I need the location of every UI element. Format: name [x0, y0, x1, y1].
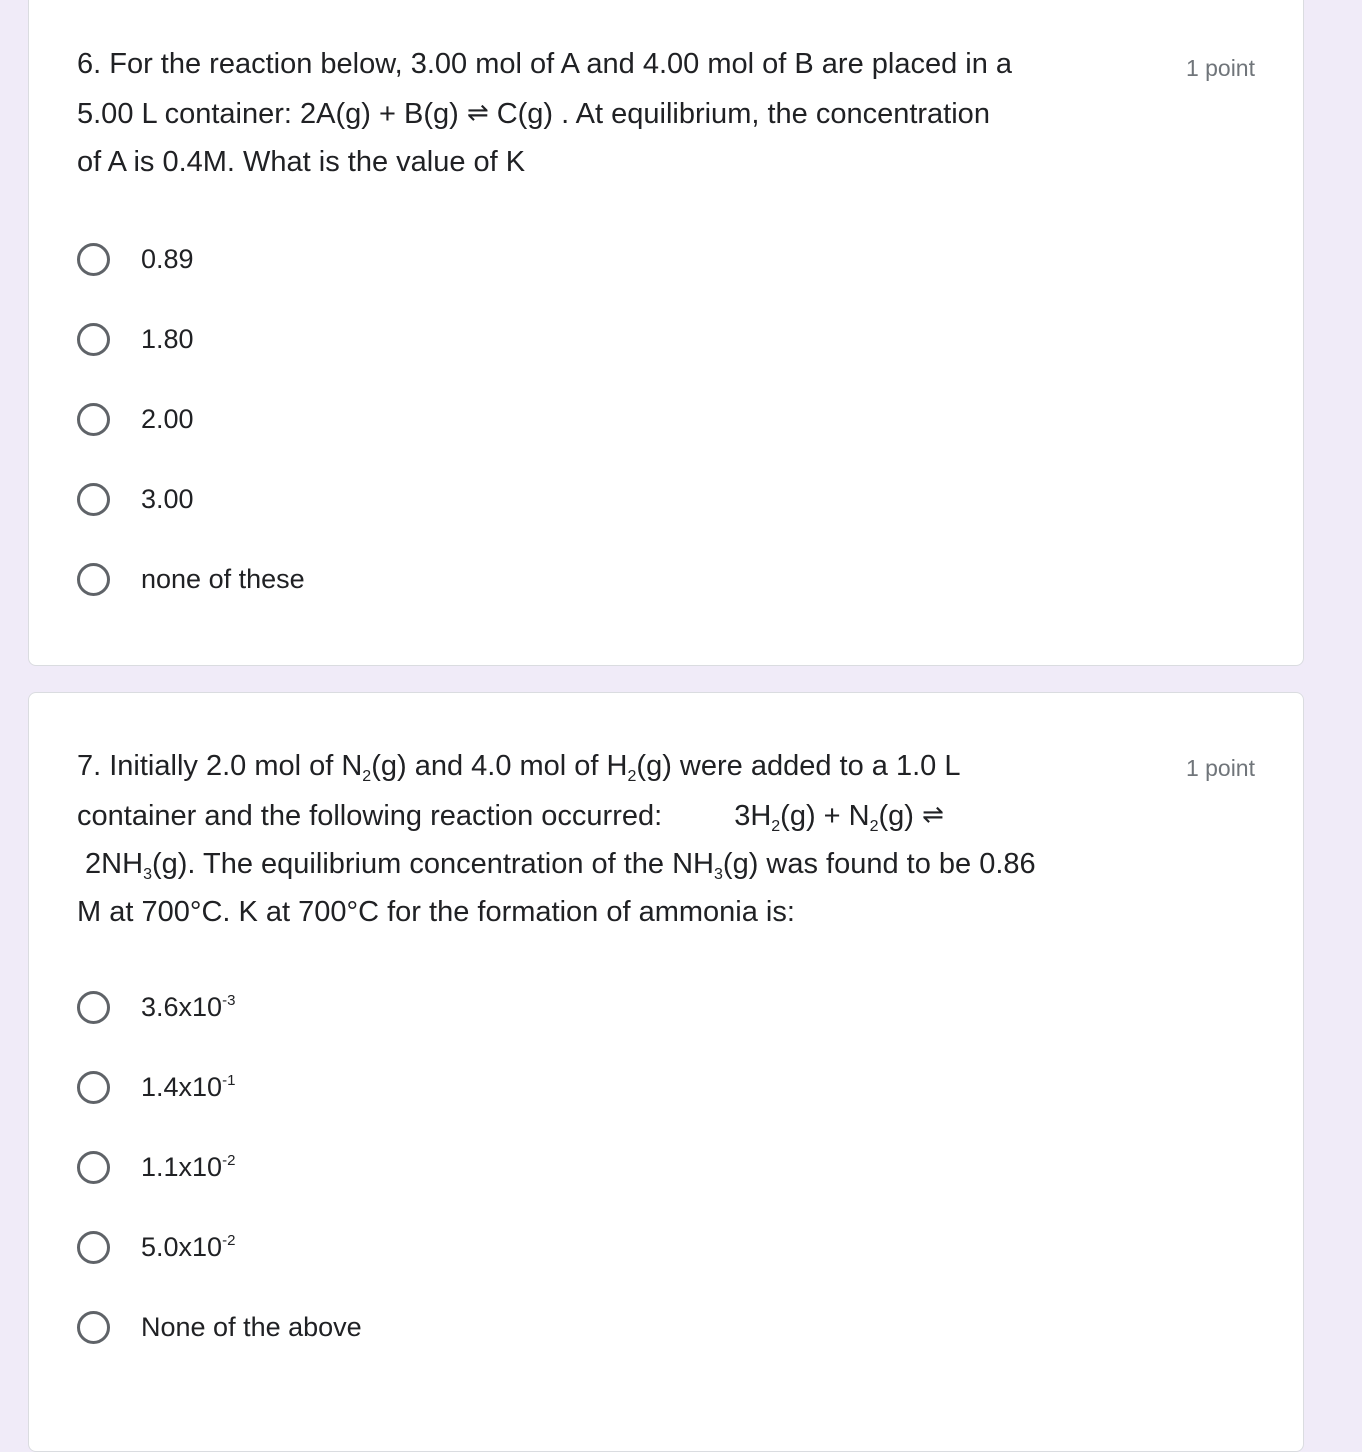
question-6-line-2b: C(g) . At equilibrium, the concentration — [496, 98, 990, 130]
option-q6-0[interactable] — [77, 237, 194, 281]
subscript: 2 — [771, 818, 781, 835]
q7-text-part: 2NH — [77, 848, 144, 880]
radio-button[interactable] — [77, 1231, 110, 1264]
option-label: 2.00 — [141, 403, 194, 434]
option-q7-1[interactable] — [77, 1065, 235, 1109]
question-6-line-1: For the reaction below, 3.00 mol of A and 4.00 mol of B are placed in a — [109, 48, 1013, 80]
equilibrium-arrow-icon: ⇌ — [922, 799, 944, 829]
radio-button[interactable] — [77, 1151, 110, 1184]
question-number: 7. — [77, 750, 102, 782]
q7-text-part: (g) were added to a 1.0 L — [636, 750, 961, 782]
option-label — [141, 1232, 235, 1263]
q7-text-part: (g) + N — [780, 800, 870, 832]
radio-button[interactable] — [77, 403, 110, 436]
question-number: 6. — [77, 48, 102, 80]
option-base: 1.4x10 — [141, 1071, 223, 1102]
points-label: 1 point — [1185, 55, 1255, 81]
equilibrium-arrow-icon: ⇌ — [466, 97, 489, 127]
option-exponent: -2 — [222, 1151, 236, 1169]
question-card-6 — [28, 0, 1304, 666]
option-label — [141, 1152, 235, 1183]
q7-text-part: M at 700°C. K at 700°C for the formation of ammonia is: — [77, 896, 795, 928]
q7-text-part: (g) and 4.0 mol of H — [371, 750, 628, 782]
option-label: 1.80 — [141, 323, 194, 354]
option-q6-1[interactable] — [77, 317, 194, 361]
option-q7-0[interactable] — [77, 985, 235, 1029]
option-exponent: -3 — [222, 991, 236, 1009]
radio-button[interactable] — [77, 243, 110, 276]
subscript: 3 — [714, 866, 723, 883]
q7-text-part: Initially 2.0 mol of N — [109, 750, 363, 782]
option-label: 3.00 — [141, 483, 194, 514]
option-label: none of these — [141, 563, 305, 594]
q7-text-part: container and the following reaction occurred: — [77, 800, 663, 832]
radio-button[interactable] — [77, 991, 110, 1024]
question-6-line-2a: 5.00 L container: 2A(g) + B(g) — [77, 98, 459, 130]
question-card-7 — [28, 692, 1304, 1452]
question-7-text — [77, 742, 1157, 936]
question-6-line-3: of A is 0.4M. What is the value of K — [77, 146, 526, 178]
option-label — [141, 992, 235, 1023]
q7-text-part: (g) was found to be 0.86 — [722, 848, 1036, 880]
option-base: 1.1x10 — [141, 1151, 223, 1182]
radio-button[interactable] — [77, 323, 110, 356]
q7-text-part: (g) — [878, 800, 914, 832]
option-label: 0.89 — [141, 243, 194, 274]
q7-text-part: (g). The equilibrium concentration of the NH — [151, 848, 715, 880]
option-base: None of the above — [141, 1311, 362, 1342]
option-label — [141, 1072, 235, 1103]
option-q7-2[interactable] — [77, 1145, 235, 1189]
option-q7-4[interactable] — [77, 1305, 362, 1349]
option-q6-3[interactable] — [77, 477, 194, 521]
option-exponent: -1 — [222, 1071, 236, 1089]
radio-button[interactable] — [77, 483, 110, 516]
subscript: 2 — [627, 768, 637, 785]
subscript: 2 — [869, 818, 879, 835]
option-q7-3[interactable] — [77, 1225, 235, 1269]
question-6-text — [77, 40, 1157, 186]
option-label — [141, 1312, 362, 1343]
option-q6-4[interactable] — [77, 557, 305, 601]
option-base: 5.0x10 — [141, 1231, 223, 1262]
radio-button[interactable] — [77, 1071, 110, 1104]
option-exponent: -2 — [222, 1231, 236, 1249]
q7-text-part: 3H — [734, 800, 772, 832]
option-q6-2[interactable] — [77, 397, 194, 441]
option-base: 3.6x10 — [141, 991, 223, 1022]
radio-button[interactable] — [77, 563, 110, 596]
radio-button[interactable] — [77, 1311, 110, 1344]
subscript: 2 — [362, 768, 372, 785]
points-label: 1 point — [1185, 755, 1255, 781]
subscript: 3 — [143, 866, 152, 883]
